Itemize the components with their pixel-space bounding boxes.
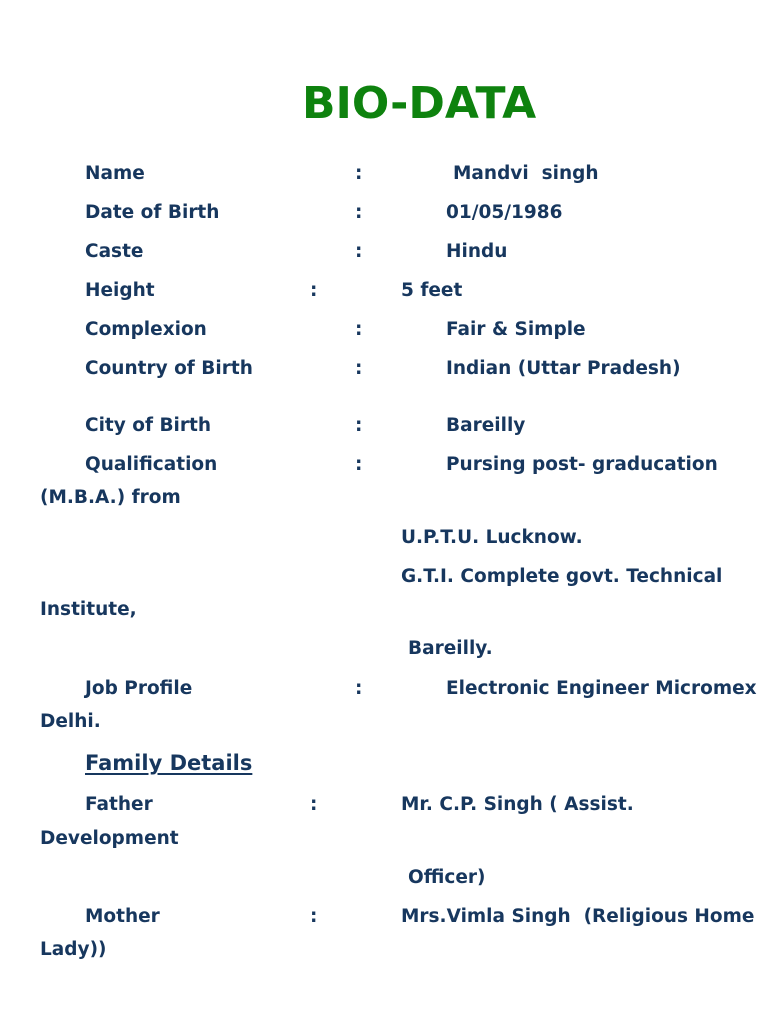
complexion-separator: :: [355, 319, 363, 340]
job-value-line: Electronic Engineer Micromex: [446, 678, 757, 699]
father-value-line: Development: [40, 828, 179, 849]
name-label: Name: [85, 163, 145, 184]
page-title: BIO-DATA: [302, 78, 537, 129]
job-separator: :: [355, 678, 363, 699]
qualification-separator: :: [355, 454, 363, 475]
mother-value-line: Mrs.Vimla Singh (Religious Home: [401, 906, 755, 927]
mother-separator: :: [310, 906, 318, 927]
city-label: City of Birth: [85, 415, 212, 436]
job-value-line: Delhi.: [40, 711, 101, 732]
country-separator: :: [355, 358, 363, 379]
family-details-heading: Family Details: [85, 751, 253, 775]
father-value-line: Officer): [408, 867, 486, 888]
complexion-value: Fair & Simple: [446, 319, 586, 340]
dob-value: 01/05/1986: [446, 202, 563, 223]
father-label: Father: [85, 794, 153, 815]
qualification-value-line: Institute,: [40, 599, 137, 620]
country-value: Indian (Uttar Pradesh): [446, 358, 681, 379]
qualification-label: Qualification: [85, 454, 218, 475]
height-value: 5 feet: [401, 280, 463, 301]
father-separator: :: [310, 794, 318, 815]
name-value: Mandvi singh: [453, 163, 599, 184]
father-value-line: Mr. C.P. Singh ( Assist.: [401, 794, 634, 815]
caste-separator: :: [355, 241, 363, 262]
mother-label: Mother: [85, 906, 160, 927]
qualification-value-line: U.P.T.U. Lucknow.: [401, 527, 583, 548]
country-label: Country of Birth: [85, 358, 253, 379]
mother-value-line: Lady)): [40, 939, 107, 960]
qualification-value-line: Pursing post- graducation: [446, 454, 718, 475]
qualification-value-line: (M.B.A.) from: [40, 487, 181, 508]
height-label: Height: [85, 280, 155, 301]
qualification-value-line: G.T.I. Complete govt. Technical: [401, 566, 723, 587]
job-label: Job Profile: [85, 678, 193, 699]
dob-separator: :: [355, 202, 363, 223]
caste-value: Hindu: [446, 241, 508, 262]
caste-label: Caste: [85, 241, 144, 262]
name-separator: :: [355, 163, 363, 184]
dob-label: Date of Birth: [85, 202, 220, 223]
qualification-value-line: Bareilly.: [408, 638, 493, 659]
height-separator: :: [310, 280, 318, 301]
city-separator: :: [355, 415, 363, 436]
city-value: Bareilly: [446, 415, 526, 436]
complexion-label: Complexion: [85, 319, 207, 340]
